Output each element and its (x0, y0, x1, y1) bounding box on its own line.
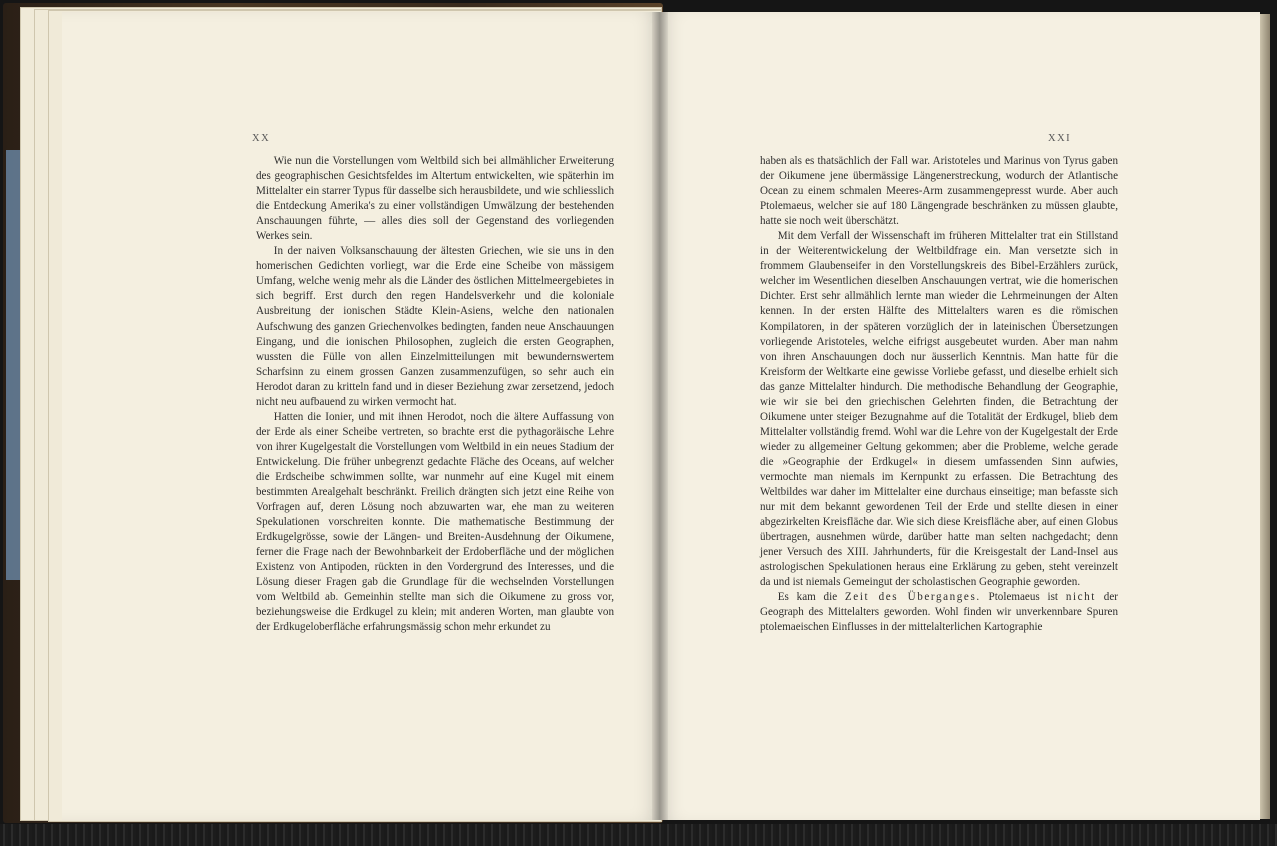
text-run: der Geograph des Mittelalters geworden. Wohl finden wir unverkennbare Spuren ptolemaeischen Einflusses in der mittelalterlichen Kartographie (760, 591, 1118, 634)
paragraph: Mit dem Verfall der Wissenschaft im früheren Mittelalter trat ein Stillstand in der Weiterentwickelung der Weltbildfrage ein. Man versetzte sich in frommem Glaubenseifer in den Vorstellungskreis des Bibel-Erzählers zurück, welcher im Wesentlichen dieselben Anschauungen vertrat, wie die homerischen Dichter. Erst sehr allmählich lernte man wieder die Lehrmeinungen der Alten kennen. In der ersten Hälfte des Mittelalters waren es die römischen Kompilatoren, in der späteren vorzüglich der in lateinischen Übersetzungen vorliegende Aristoteles, welche eifrigst ausgebeutet wurden. Aber man nahm von ihren Anschauungen doch nur äusserlich Kenntnis. Man hatte für die Kreisform der Weltkarte eine gewisse Vorliebe gefasst, und dieselbe erhielt sich das ganze Mittelalter hindurch. Die methodische Behandlung der Geographie, wie wir sie bei den griechischen Gelehrten finden, die Betrachtung der Oikumene unter steiger Bezugnahme auf die Totalität der Erdkugel, blieb dem Mittelalter vollständig fremd. Wohl war die Lehre von der Kugelgestalt der Erde wieder zu allgemeiner Geltung gekommen; aber die Probleme, welche gerade die »Geographie der Erdkugel« in diesem umfassenden Sinn aufwies, vermochte man niemals im Kernpunkt zu erfassen. Die Betrachtung des Weltbildes war daher im Mittelalter eine durchaus einseitige; man befasste sich nur mit dem bekannt gewordenen Teil der Erde und stellte diesen in einer abgezirkelten Kreisfläche dar. Wie sich diese Kreisfläche aber, auf einen Globus übertragen, ausnehmen würde, darüber hatte man selten nachgedacht; denn jener Versuch des XIII. Jahrhunderts, für die Kreisgestalt der Land-Insel aus astrologischen Spekulationen heraus eine Erklärung zu geben, steht vereinzelt da und ist niemals Gemeingut der scholastischen Geographie geworden. (760, 230, 1118, 589)
scanner-bed-strip (0, 824, 1277, 846)
left-page (62, 12, 662, 820)
paragraph: Hatten die Ionier, und mit ihnen Herodot, noch die ältere Auffassung von der Erde als einer Scheibe vertreten, so brachte erst die pythagoräische Lehre von ihrer Kugelgestalt die Vorstellungen vom Weltbild in ein neues Stadium der Entwickelung. Die früher unbegrenzt gedachte Fläche des Oceans, auf welcher die Erdscheibe schwimmen sollte, war nunmehr auf eine Kugel mit einem bestimmten Arealgehalt beschränkt. Freilich drängten sich jetzt eine Reihe von Vorfragen auf, deren Lösung noch abzuwarten war, ehe man zu weiteren Spekulationen vorschreiten konnte. Die mathematische Bestimmung der Erdkugelgrösse, sowie der Längen- und Breiten-Ausdehnung der Oikumene, ferner die Frage nach der Bewohnbarkeit der Erdoberfläche und der möglichen Existenz von Antipoden, rückten in den Vordergrund des Interesses, und die Lösung dieser Fragen gab die Grundlage für die wechselnden Vorstellungen vom Weltbild ab. Gemeinhin stellte man sich die Oikumene zu gross vor, beziehungsweise die Erdkugel zu klein; mit anderen Worten, man glaubte von der Erdkugeloberfläche erfahrungsmässig schon mehr erkundet zu (256, 410, 614, 634)
right-page (660, 12, 1260, 820)
paragraph: Wie nun die Vorstellungen vom Weltbild sich bei allmählicher Erweiterung des geographischen Gesichtsfeldes im Altertum entwickelten, wie späterhin im Mittelalter ein starrer Typus für dasselbe sich herausbildete, und wie schliesslich die Entdeckung Amerika's zu einer vollständigen Umwälzung der bestehenden Anschauungen führte, — alles dies soll der Gegenstand des vorliegenden Werkes sein. (256, 155, 614, 243)
emphasized-text: Zeit des Überganges. (844, 591, 981, 604)
paragraph (760, 590, 1118, 635)
text-run: Ptolemaeus ist (980, 591, 1066, 604)
right-page-text (760, 154, 1118, 636)
book-gutter (652, 12, 668, 820)
left-page-number: XX (252, 133, 271, 144)
paragraph: haben als es thatsächlich der Fall war. Aristoteles und Marinus von Tyrus gaben der Oikumene jene übermässige Längenerstreckung, wodurch der Atlantische Ocean zu einem schmalen Meeres-Arm zusammengepresst wurde. Aber auch Ptolemaeus, welcher sie auf 180 Längengrade beschränken zu müssen glaubte, hatte sie noch weit überschätzt. (760, 155, 1118, 228)
emphasized-text: nicht (1065, 591, 1096, 604)
left-page-text (256, 154, 614, 636)
paragraph: In der naiven Volksanschauung der ältesten Griechen, wie sie uns in den homerischen Gedichten vorliegt, war die Erde eine Scheibe von mässigem Umfang, welche wenig mehr als die Länder des östlichen Mittelmeergebietes in sich begriff. Erst durch den regen Handelsverkehr und die koloniale Ausbreitung der ionischen Städte Klein-Asiens, welche den nationalen Aufschwung des ganzen Griechenvolkes bedingten, fanden neue Anschauungen Eingang, und die ionischen Philosophen, zugleich die ersten Geographen, wussten die Fülle von allen Einzelmitteilungen mit bewundernswertem Scharfsinn zu einem grossen Ganzen zusammenzufügen, so sehr auch ein Herodot daran zu kritteln fand und in dieser Beziehung zwar zersetzend, jedoch nicht neu aufbauend zu wirken vermocht hat. (256, 245, 614, 408)
right-page-number: XXI (1048, 133, 1072, 144)
text-run: Es kam die (777, 591, 845, 604)
